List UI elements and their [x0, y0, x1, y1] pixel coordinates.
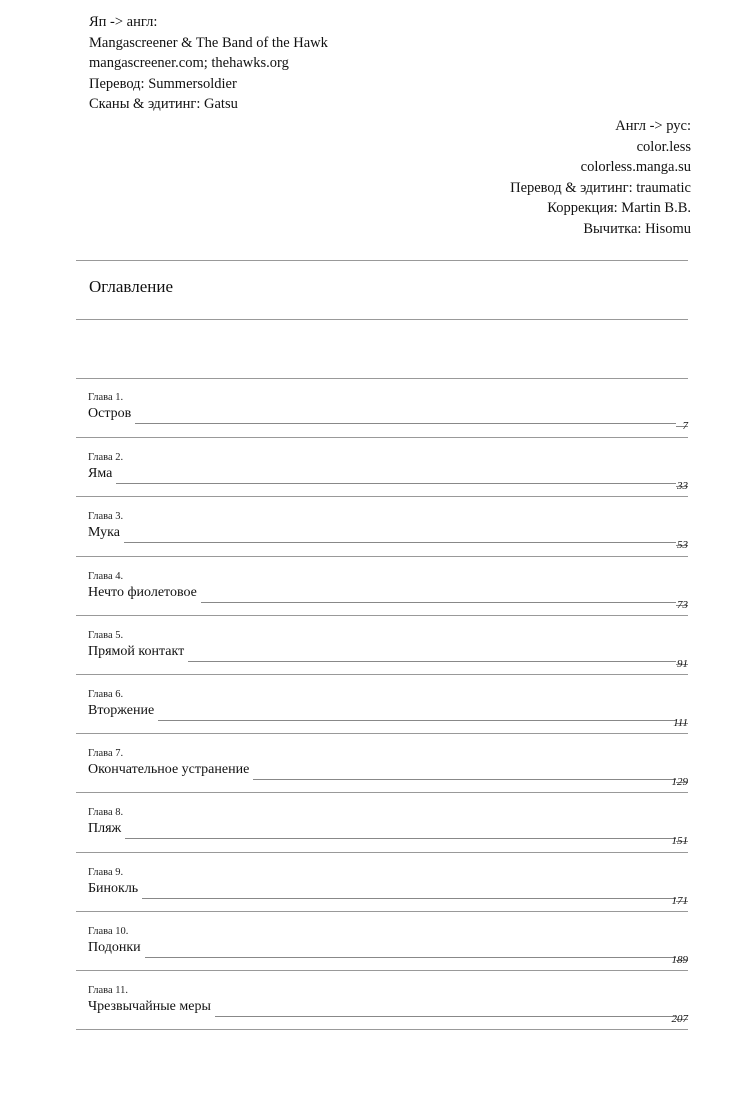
page-number: 91 [677, 657, 688, 670]
toc-entry[interactable] [76, 496, 688, 555]
chapter-number: Глава 5. [88, 629, 124, 641]
credit-line: Сканы & эдитинг: Gatsu [89, 96, 238, 112]
credit-line: Коррекция: Martin B.B. [547, 200, 691, 217]
credits-en-ru [510, 116, 691, 240]
chapter-title: Чрезвычайные меры [88, 998, 211, 1014]
toc-entry[interactable] [76, 615, 688, 674]
toc-entry[interactable] [76, 378, 688, 437]
chapter-number: Глава 1. [88, 392, 124, 403]
page-number: 171 [671, 894, 688, 907]
chapter-number: Глава 10. [88, 925, 129, 937]
page-number: 111 [673, 716, 688, 729]
credits-jp-en [89, 12, 328, 115]
chapter-title: Нечто фиолетовое [88, 584, 197, 600]
page-number: 151 [671, 835, 688, 848]
toc-entry[interactable] [76, 852, 688, 911]
chapter-title: Бинокль [88, 880, 139, 896]
toc-entry[interactable] [76, 556, 688, 615]
chapter-title: Окончательное устранение [88, 762, 250, 778]
page-number: 7 [682, 420, 688, 432]
contents-title: Оглавление [89, 277, 173, 296]
chapter-number: Глава 7. [88, 748, 124, 760]
credit-line: Вычитка: Hisomu [583, 220, 691, 237]
page-number: 207 [671, 1012, 688, 1025]
dotted-leader [201, 602, 676, 603]
chapter-number: Глава 2. [88, 452, 124, 464]
divider [76, 260, 688, 261]
page-number: 33 [677, 480, 688, 493]
page-number: 129 [671, 776, 688, 789]
chapter-title: Вторжение [88, 702, 155, 718]
dotted-leader [188, 661, 676, 662]
toc-entry[interactable] [76, 970, 688, 1029]
chapter-number: Глава 3. [88, 511, 124, 523]
credit-line: Яп -> англ: [89, 14, 158, 30]
table-of-contents [76, 378, 688, 1029]
chapter-title: Яма [88, 466, 113, 482]
dotted-leader [125, 838, 676, 839]
dotted-leader [116, 483, 676, 484]
chapter-title: Подонки [88, 939, 141, 955]
toc-entry[interactable] [76, 733, 688, 792]
credit-line: Англ -> рус: [615, 118, 691, 134]
credit-line: colorless.manga.su [580, 159, 691, 176]
page-number: 189 [671, 953, 688, 966]
chapter-title: Прямой контакт [88, 643, 185, 659]
toc-entry[interactable] [76, 911, 688, 970]
chapter-title: Мука [88, 525, 120, 541]
credit-line: Перевод & эдитинг: traumatic [510, 179, 691, 196]
chapter-number: Глава 9. [88, 866, 124, 878]
chapter-title: Пляж [88, 821, 122, 837]
credit-line: mangascreener.com; thehawks.org [89, 55, 289, 71]
divider [76, 319, 688, 320]
chapter-number: Глава 8. [88, 807, 124, 819]
credit-line: color.less [636, 138, 691, 155]
credit-line: Mangascreener & The Band of the Hawk [89, 34, 328, 51]
dotted-leader [142, 898, 676, 899]
dotted-leader [135, 423, 676, 424]
dotted-leader [253, 779, 676, 780]
toc-entry[interactable] [76, 792, 688, 851]
divider [76, 1029, 688, 1030]
dotted-leader [145, 957, 676, 958]
page-number: 53 [677, 539, 688, 552]
dotted-leader [158, 720, 676, 721]
page-number: 73 [677, 598, 688, 611]
credit-line: Перевод: Summersoldier [89, 75, 237, 92]
chapter-number: Глава 6. [88, 688, 124, 700]
chapter-number: Глава 11. [88, 984, 129, 996]
chapter-number: Глава 4. [88, 570, 124, 582]
toc-entry[interactable] [76, 437, 688, 496]
chapter-title: Остров [88, 406, 132, 421]
dotted-leader [215, 1016, 676, 1017]
toc-entry[interactable] [76, 674, 688, 733]
dotted-leader [124, 542, 676, 543]
